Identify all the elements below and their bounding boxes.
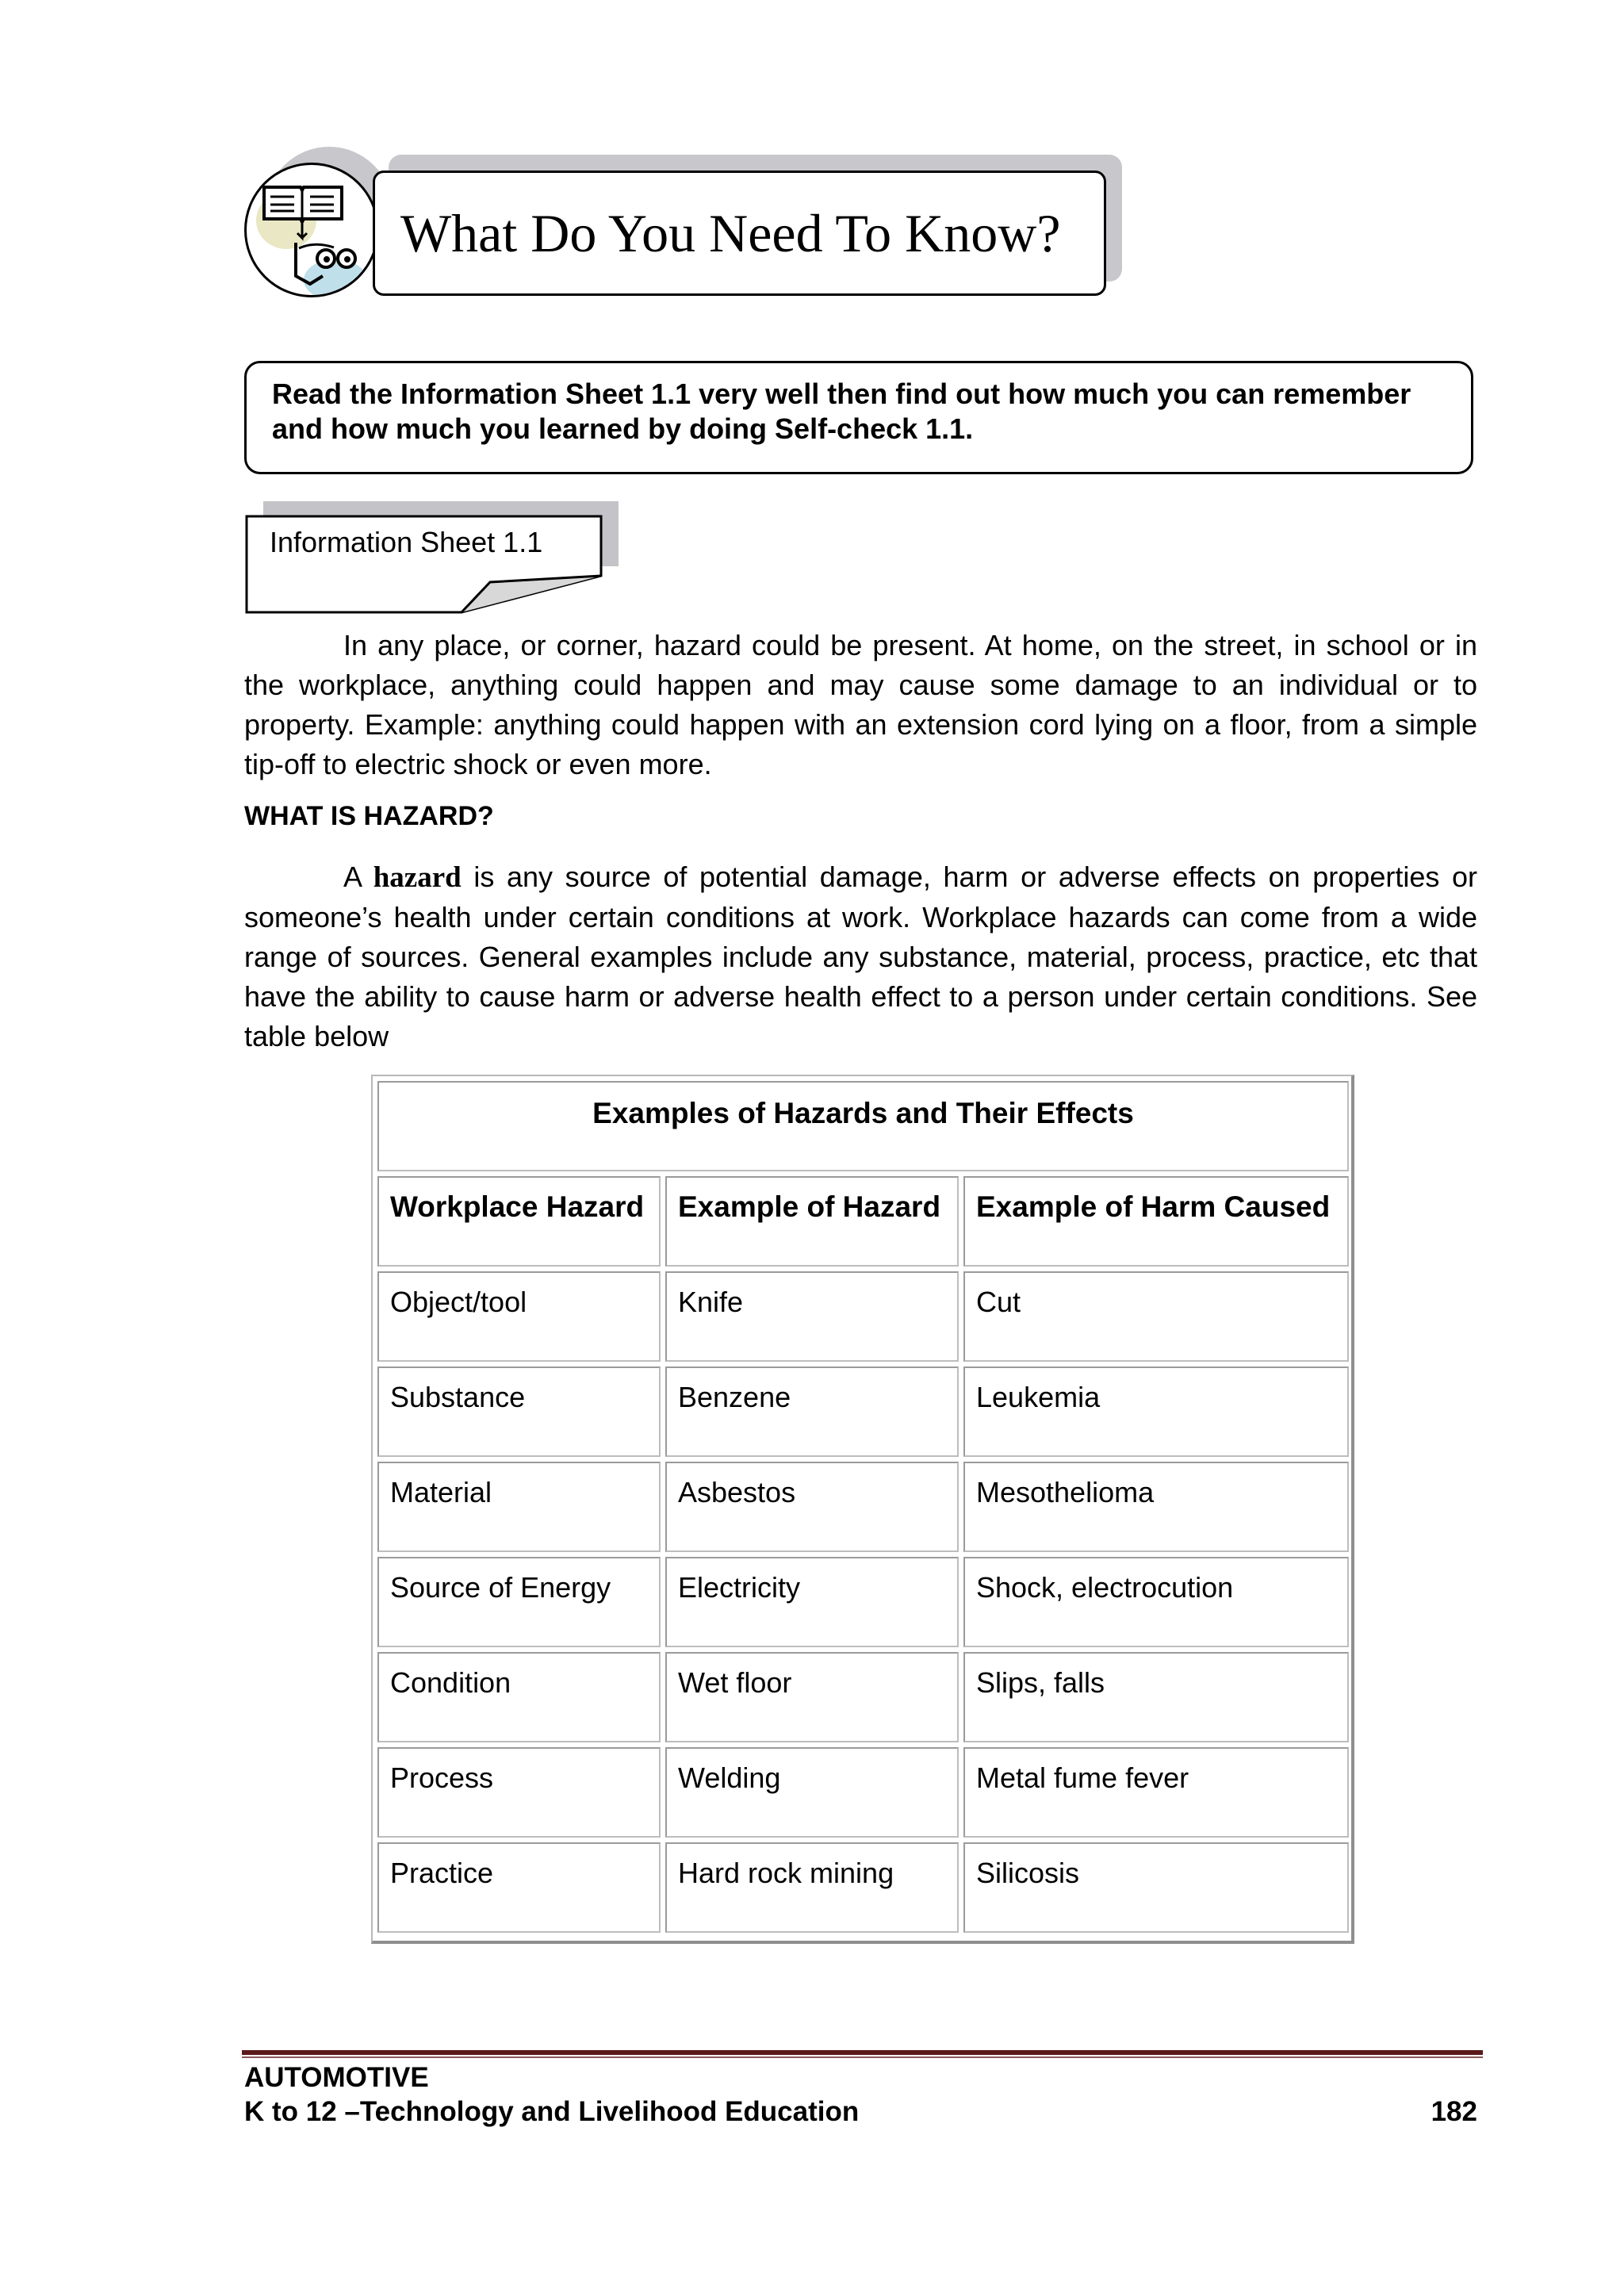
table-cell: Cut	[963, 1271, 1349, 1362]
table-cell: Knife	[665, 1271, 959, 1362]
table-cell: Benzene	[665, 1366, 959, 1457]
column-header-example-of-harm: Example of Harm Caused	[963, 1176, 1349, 1267]
table-cell: Hard rock mining	[665, 1842, 959, 1933]
footer-subject: AUTOMOTIVE	[244, 2062, 429, 2093]
reading-person-icon	[244, 163, 379, 297]
table-cell: Slips, falls	[963, 1652, 1349, 1742]
table-cell: Condition	[377, 1652, 661, 1742]
intro-paragraph: In any place, or corner, hazard could be present. At home, on the street, in school or in the workplace, anything could happen and may cause some damage to an individual or to property. Example: anything could happen with an extension cord lying on a floor, from a simple tip-off to electric shock or even more.	[244, 629, 1477, 780]
table-cell: Shock, electrocution	[963, 1557, 1349, 1647]
table-cell: Object/tool	[377, 1271, 661, 1362]
table-cell: Mesothelioma	[963, 1462, 1349, 1552]
hazard-term: hazard	[373, 861, 462, 894]
info-sheet-label: Information Sheet 1.1	[270, 526, 543, 558]
table-cell: Welding	[665, 1747, 959, 1838]
instruction-text: Read the Information Sheet 1.1 very well then find out how much you can remember and how much you learned by doing Self-check 1.1.	[272, 378, 1411, 445]
table-title: Examples of Hazards and Their Effects	[377, 1081, 1349, 1171]
table-cell: Electricity	[665, 1557, 959, 1647]
table-cell: Process	[377, 1747, 661, 1838]
table-cell: Wet floor	[665, 1652, 959, 1742]
column-header-example-of-hazard: Example of Hazard	[665, 1176, 959, 1267]
section-heading: WHAT IS HAZARD?	[244, 801, 494, 831]
table-cell: Substance	[377, 1366, 661, 1457]
table-cell: Material	[377, 1462, 661, 1552]
hazards-table	[371, 1075, 1354, 1944]
table-cell: Source of Energy	[377, 1557, 661, 1647]
definition-text: is any source of potential damage, harm or adverse effects on properties or someone’s health under certain conditions at work. Workplace hazards can come from a wide range of sources. General examples include any substance, material, process, practice, etc that have the ability to cause harm or adverse health effect to a person under certain conditions. See table below	[244, 861, 1478, 1052]
footer-program: K to 12 –Technology and Livelihood Education	[244, 2096, 860, 2127]
footer-rule	[242, 2050, 1483, 2055]
hazard-definition-paragraph	[244, 857, 1477, 1056]
page-title: What Do You Need To Know?	[400, 203, 1061, 263]
column-header-workplace-hazard: Workplace Hazard	[377, 1176, 661, 1267]
table-cell: Silicosis	[963, 1842, 1349, 1933]
table-cell: Leukemia	[963, 1366, 1349, 1457]
page-number: 182	[1431, 2096, 1477, 2127]
footer-rule-thin	[242, 2056, 1483, 2058]
table-cell: Asbestos	[665, 1462, 959, 1552]
definition-lead: A	[343, 861, 362, 893]
table-cell: Practice	[377, 1842, 661, 1933]
table-cell: Metal fume fever	[963, 1747, 1349, 1838]
